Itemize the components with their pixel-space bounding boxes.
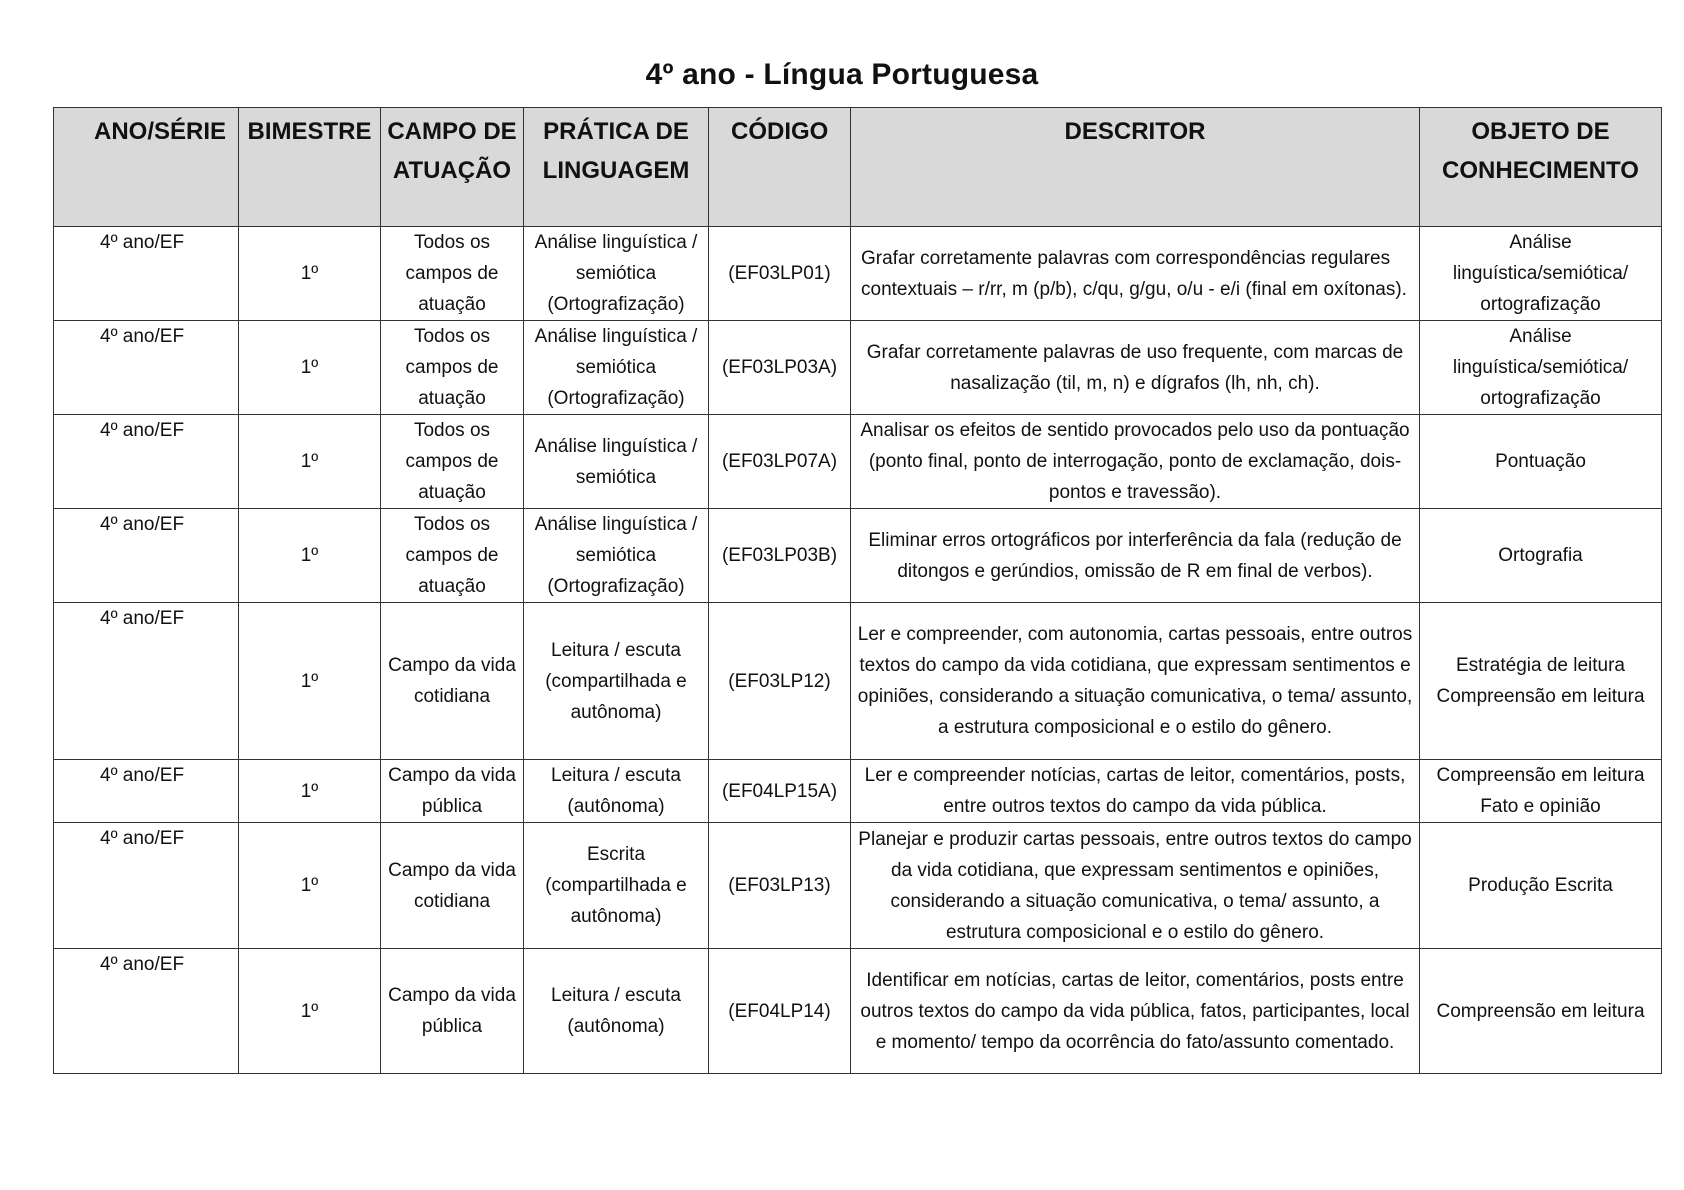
cell-ano-serie: 4º ano/EF [54,509,239,603]
cell-codigo: (EF04LP14) [709,949,851,1074]
cell-pratica: Leitura / escuta (autônoma) [524,760,709,823]
table-row [54,760,1662,823]
cell-codigo: (EF03LP07A) [709,415,851,509]
cell-objeto: Pontuação [1420,415,1662,509]
cell-codigo: (EF03LP03B) [709,509,851,603]
header-pratica-de-linguagem: PRÁTICA DE LINGUAGEM [524,108,709,227]
header-campo-de-atuacao: CAMPO DE ATUAÇÃO [381,108,524,227]
header-row [54,108,1662,227]
cell-ano-serie: 4º ano/EF [54,227,239,321]
cell-descritor: Ler e compreender notícias, cartas de leitor, comentários, posts, entre outros textos do campo da vida pública. [851,760,1420,823]
cell-campo: Todos os campos de atuação [381,227,524,321]
cell-bimestre: 1º [239,603,381,760]
cell-pratica: Escrita (compartilhada e autônoma) [524,823,709,949]
cell-bimestre: 1º [239,415,381,509]
cell-objeto: Ortografia [1420,509,1662,603]
cell-descritor: Ler e compreender, com autonomia, cartas pessoais, entre outros textos do campo da vida cotidiana, que expressam sentimentos e opiniões, considerando a situação comunicativa, o tema/ assunto, a estrutura composicional e o estilo do gênero. [851,603,1420,760]
cell-campo: Campo da vida pública [381,949,524,1074]
cell-codigo: (EF03LP13) [709,823,851,949]
table-row [54,603,1662,760]
cell-codigo: (EF03LP03A) [709,321,851,415]
cell-campo: Todos os campos de atuação [381,509,524,603]
table-row [54,227,1662,321]
cell-pratica: Leitura / escuta (compartilhada e autônoma) [524,603,709,760]
cell-pratica: Leitura / escuta (autônoma) [524,949,709,1074]
cell-campo: Todos os campos de atuação [381,321,524,415]
cell-descritor: Planejar e produzir cartas pessoais, entre outros textos do campo da vida cotidiana, que expressam sentimentos e opiniões, considerando a situação comunicativa, o tema/ assunto, a estrutura composicional e o estilo do gênero. [851,823,1420,949]
cell-bimestre: 1º [239,823,381,949]
header-codigo: CÓDIGO [709,108,851,227]
cell-campo: Todos os campos de atuação [381,415,524,509]
page-title: 4º ano - Língua Portuguesa [645,58,1039,91]
cell-ano-serie: 4º ano/EF [54,823,239,949]
table-row [54,321,1662,415]
cell-ano-serie: 4º ano/EF [54,949,239,1074]
cell-campo: Campo da vida cotidiana [381,823,524,949]
header-ano-serie: ANO/SÉRIE [54,108,239,227]
header-descritor: DESCRITOR [851,108,1420,227]
cell-descritor: Grafar corretamente palavras com correspondências regulares contextuais – r/rr, m (p/b), c/qu, g/gu, o/u - e/i (final em oxítonas). [851,227,1420,321]
cell-ano-serie: 4º ano/EF [54,415,239,509]
cell-codigo: (EF04LP15A) [709,760,851,823]
cell-bimestre: 1º [239,227,381,321]
table-row [54,823,1662,949]
curriculum-table [53,107,1662,1074]
cell-objeto: Estratégia de leitura Compreensão em leitura [1420,603,1662,760]
cell-codigo: (EF03LP12) [709,603,851,760]
cell-objeto: Análise linguística/semiótica/ ortografização [1420,321,1662,415]
cell-pratica: Análise linguística / semiótica (Ortografização) [524,509,709,603]
cell-descritor: Analisar os efeitos de sentido provocados pelo uso da pontuação (ponto final, ponto de interrogação, ponto de exclamação, dois-pontos e travessão). [851,415,1420,509]
cell-bimestre: 1º [239,949,381,1074]
cell-ano-serie: 4º ano/EF [54,760,239,823]
cell-objeto: Produção Escrita [1420,823,1662,949]
table-row [54,949,1662,1074]
cell-campo: Campo da vida cotidiana [381,603,524,760]
cell-objeto: Compreensão em leitura Fato e opinião [1420,760,1662,823]
cell-pratica: Análise linguística / semiótica (Ortografização) [524,321,709,415]
table-row [54,509,1662,603]
cell-bimestre: 1º [239,321,381,415]
cell-campo: Campo da vida pública [381,760,524,823]
header-bimestre: BIMESTRE [239,108,381,227]
cell-descritor: Grafar corretamente palavras de uso frequente, com marcas de nasalização (til, m, n) e dígrafos (lh, nh, ch). [851,321,1420,415]
cell-objeto: Análise linguística/semiótica/ ortografização [1420,227,1662,321]
cell-objeto: Compreensão em leitura [1420,949,1662,1074]
table-row [54,415,1662,509]
cell-descritor: Eliminar erros ortográficos por interferência da fala (redução de ditongos e gerúndios, omissão de R em final de verbos). [851,509,1420,603]
cell-bimestre: 1º [239,509,381,603]
cell-ano-serie: 4º ano/EF [54,603,239,760]
cell-pratica: Análise linguística / semiótica [524,415,709,509]
cell-pratica: Análise linguística / semiótica (Ortografização) [524,227,709,321]
cell-codigo: (EF03LP01) [709,227,851,321]
cell-ano-serie: 4º ano/EF [54,321,239,415]
header-objeto-de-conhecimento: OBJETO DE CONHECIMENTO [1420,108,1662,227]
cell-bimestre: 1º [239,760,381,823]
cell-descritor: Identificar em notícias, cartas de leitor, comentários, posts entre outros textos do campo da vida pública, fatos, participantes, local e momento/ tempo da ocorrência do fato/assunto comentado. [851,949,1420,1074]
